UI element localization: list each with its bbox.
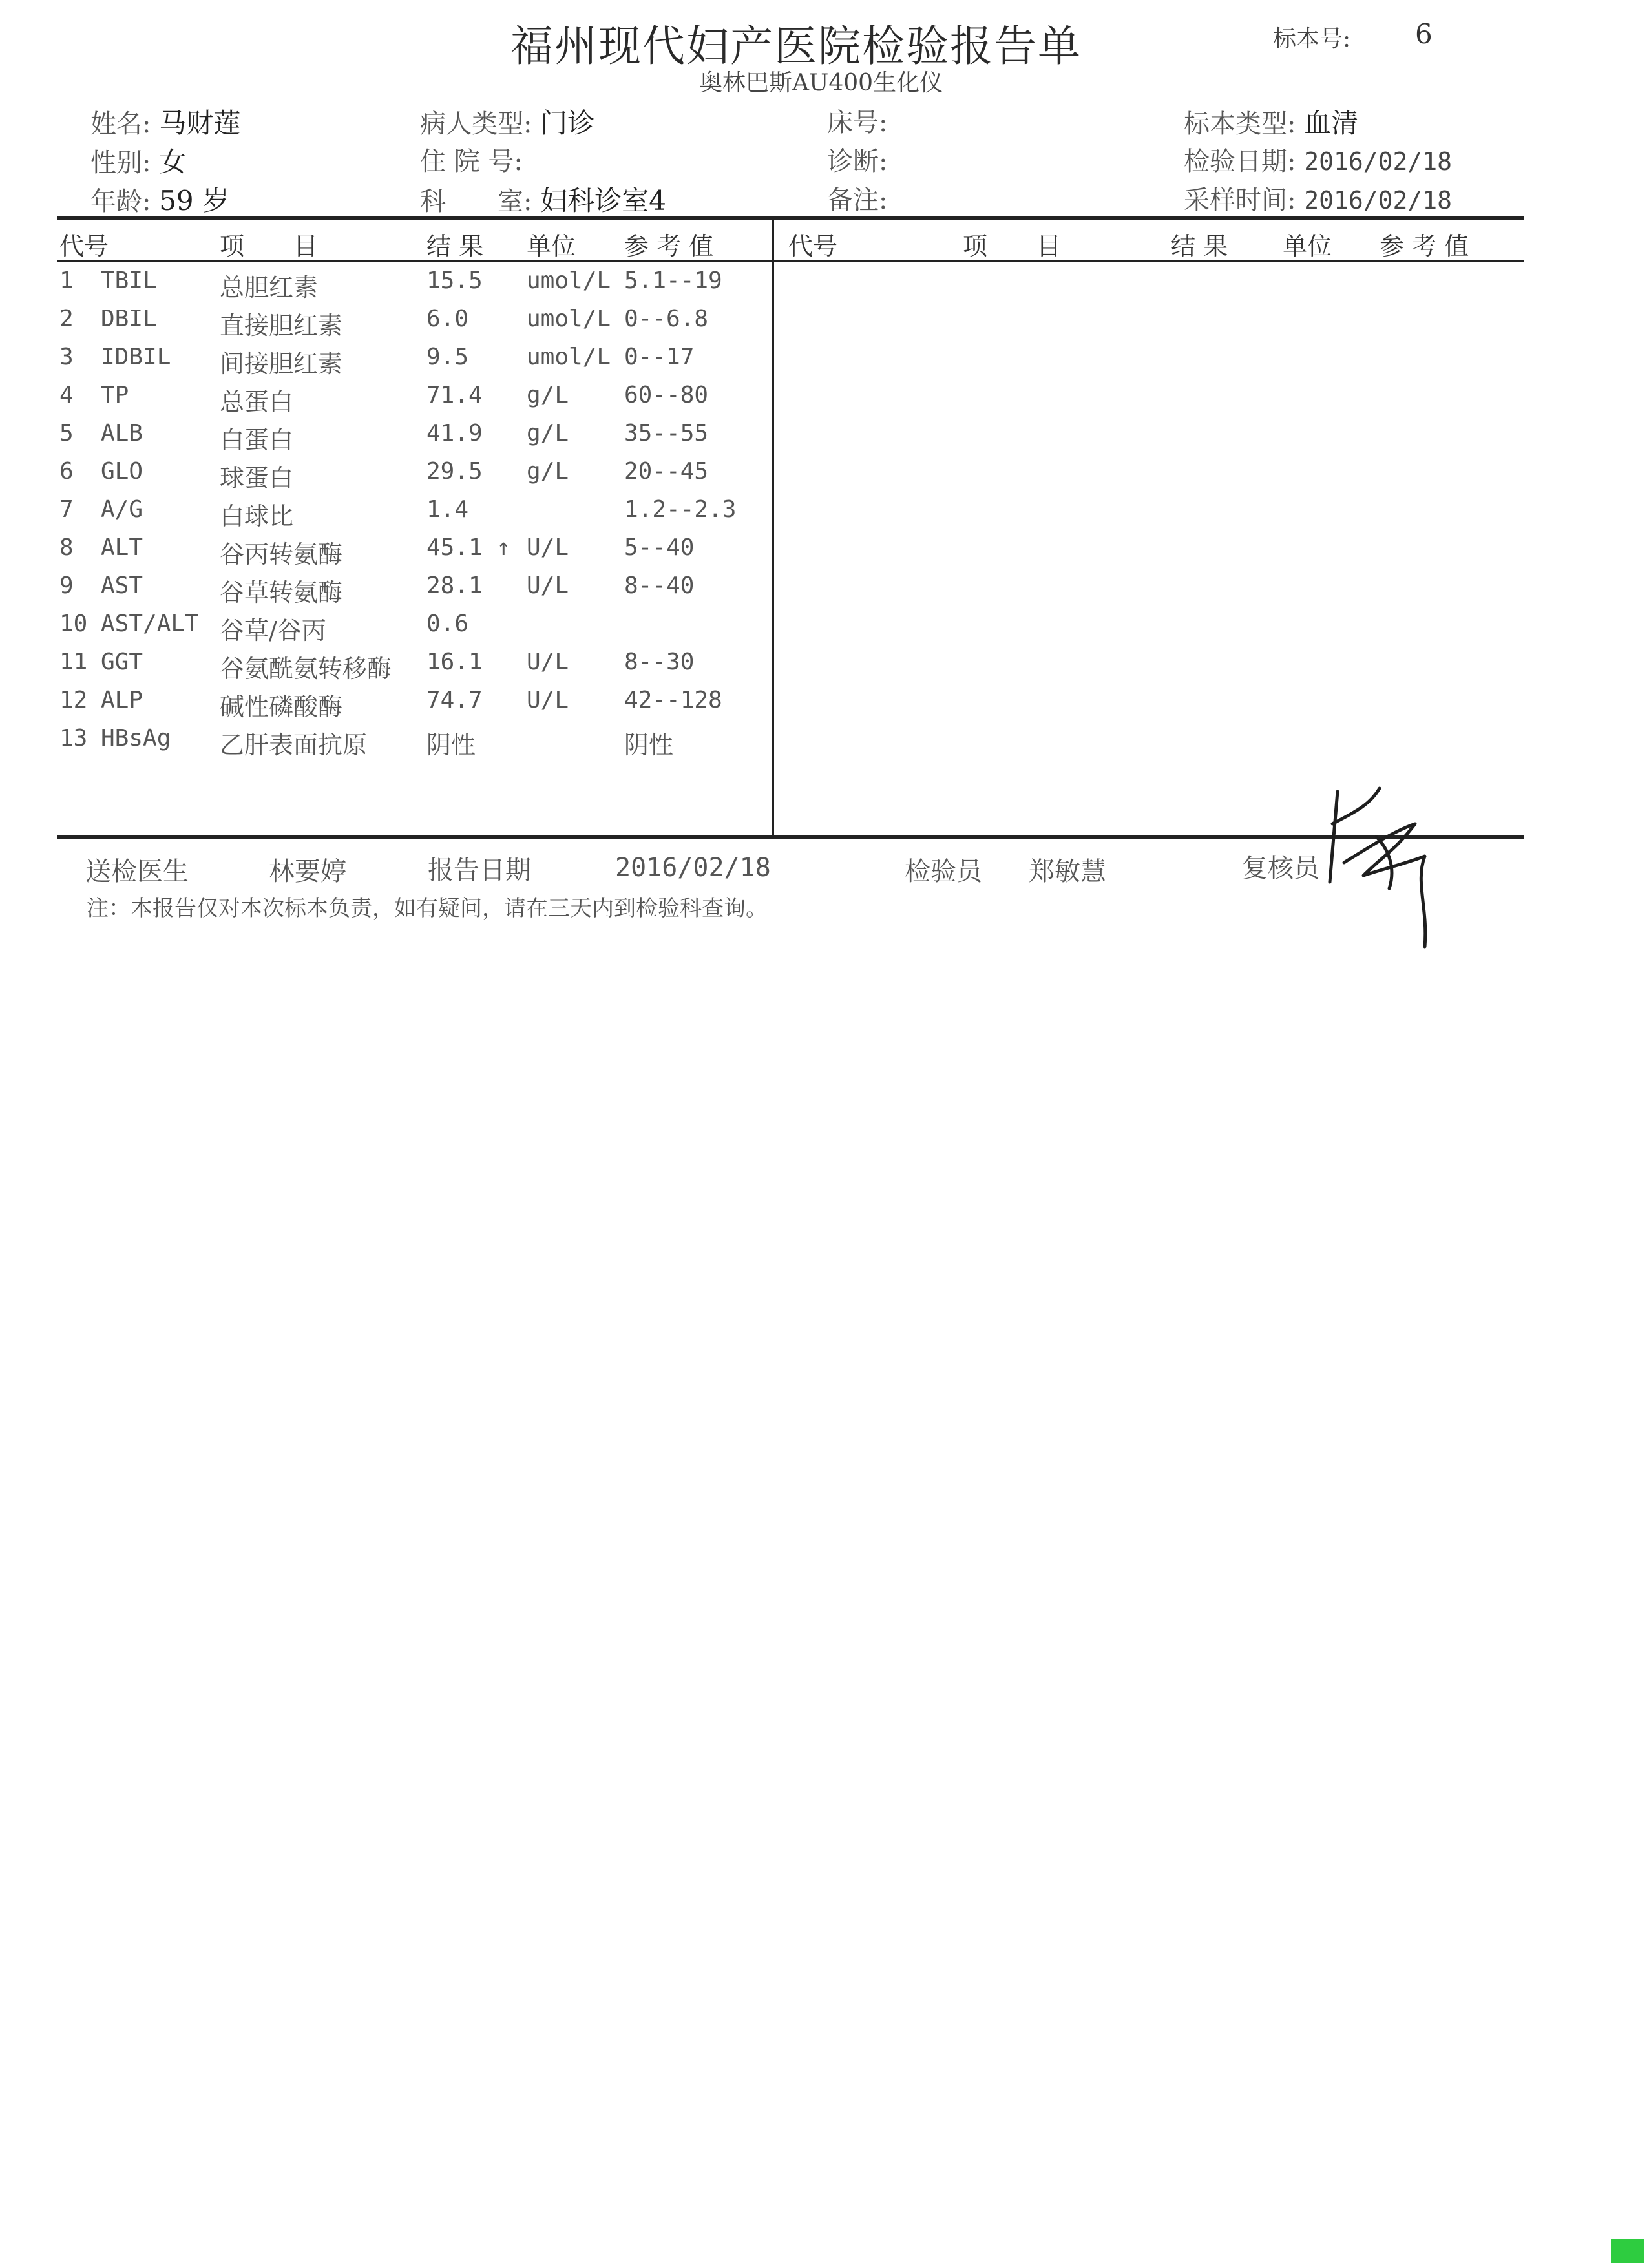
remarks-label: 备注: — [827, 185, 888, 215]
department-label: 科 室: — [420, 187, 532, 216]
row-unit: umol/L — [527, 344, 611, 370]
row-item: 乙肝表面抗原 — [220, 731, 368, 759]
row-code: AST — [101, 572, 143, 599]
col-header-item: 项 目 — [220, 232, 319, 260]
col-header-reference-right: 参 考 值 — [1380, 232, 1469, 260]
col-header-reference: 参 考 值 — [624, 232, 714, 260]
row-reference: 0--6.8 — [624, 306, 709, 332]
row-code: ALT — [101, 534, 143, 561]
row-result: 0.6 — [426, 611, 469, 637]
doctor-label: 送检医生 — [85, 857, 189, 887]
row-reference: 0--17 — [624, 344, 695, 370]
row-code: TP — [101, 382, 129, 408]
row-unit: U/L — [527, 649, 569, 675]
patient-sex: 女 — [159, 146, 187, 178]
patient-age-label: 年龄: — [90, 187, 151, 216]
row-no: 10 — [59, 611, 88, 637]
row-code: AST/ALT — [101, 611, 199, 637]
row-result: 71.4 — [426, 382, 483, 408]
row-no: 8 — [59, 534, 74, 561]
row-reference: 42--128 — [624, 687, 722, 713]
col-header-code-right: 代号 — [788, 232, 838, 260]
row-no: 11 — [59, 649, 88, 675]
row-code: IDBIL — [101, 344, 171, 370]
col-header-result: 结 果 — [426, 232, 484, 260]
col-header-item-right: 项 目 — [963, 232, 1062, 260]
row-no: 12 — [59, 687, 88, 713]
instrument-name: 奥林巴斯AU400生化仪 — [699, 70, 943, 96]
inpatient-no-label: 住 院 号: — [420, 147, 523, 176]
row-unit: U/L — [527, 687, 569, 713]
row-item: 直接胆红素 — [220, 311, 343, 340]
tester-name: 郑敏慧 — [1029, 857, 1106, 887]
col-header-result-right: 结 果 — [1171, 232, 1228, 260]
row-item: 谷草/谷丙 — [220, 616, 326, 645]
row-item: 间接胆红素 — [220, 350, 343, 378]
row-result: 28.1 — [426, 572, 483, 599]
row-code: ALB — [101, 420, 143, 446]
specimen-type: 血清 — [1304, 107, 1359, 139]
row-no: 6 — [59, 458, 74, 485]
row-no: 1 — [59, 268, 74, 294]
sample-time-label: 采样时间: — [1184, 185, 1296, 215]
patient-age-field — [90, 180, 229, 218]
row-no: 3 — [59, 344, 74, 370]
department-field — [420, 180, 666, 218]
row-item: 谷氨酰氨转移酶 — [220, 655, 392, 683]
test-date-label: 检验日期: — [1184, 147, 1296, 176]
patient-name-label: 姓名: — [90, 109, 151, 139]
row-no: 2 — [59, 306, 74, 332]
disclaimer-note: 注：本报告仅对本次标本负责，如有疑问，请在三天内到检验科查询。 — [87, 896, 768, 921]
col-header-code: 代号 — [59, 232, 109, 260]
reviewer-signature — [1318, 785, 1460, 960]
bed-label: 床号: — [827, 108, 888, 138]
row-code: ALP — [101, 687, 143, 713]
table-center-divider — [772, 216, 774, 835]
row-unit: g/L — [527, 420, 569, 446]
row-unit: umol/L — [527, 268, 611, 294]
specimen-no-value: 6 — [1415, 18, 1433, 50]
reviewer-label: 复核员 — [1242, 854, 1319, 883]
row-reference: 阴性 — [624, 731, 674, 759]
row-result: 15.5 — [426, 268, 483, 294]
row-item: 碱性磷酸酶 — [220, 693, 343, 721]
specimen-no-label: 标本号: — [1273, 26, 1351, 52]
diagnosis-field — [827, 141, 887, 178]
report-date: 2016/02/18 — [615, 853, 771, 883]
patient-type-label: 病人类型: — [420, 109, 532, 139]
row-no: 9 — [59, 572, 74, 599]
col-header-unit-right: 单位 — [1283, 232, 1332, 260]
row-reference: 20--45 — [624, 458, 709, 485]
col-header-unit: 单位 — [527, 232, 576, 260]
specimen-type-label: 标本类型: — [1184, 109, 1296, 139]
tester-label: 检验员 — [905, 857, 982, 887]
row-unit: umol/L — [527, 306, 611, 332]
row-code: TBIL — [101, 268, 157, 294]
department: 妇科诊室4 — [540, 185, 666, 216]
table-top-rule — [57, 216, 1524, 220]
row-reference: 5.1--19 — [624, 268, 722, 294]
row-code: DBIL — [101, 306, 157, 332]
patient-type: 门诊 — [540, 107, 595, 139]
row-code: HBsAg — [101, 725, 171, 751]
row-no: 13 — [59, 725, 88, 751]
row-result: 29.5 — [426, 458, 483, 485]
row-no: 4 — [59, 382, 74, 408]
report-date-label: 报告日期 — [428, 856, 531, 885]
row-reference: 60--80 — [624, 382, 709, 408]
row-reference: 8--30 — [624, 649, 695, 675]
row-unit: g/L — [527, 382, 569, 408]
row-item: 白球比 — [220, 502, 294, 530]
sample-time: 2016/02/18 — [1304, 186, 1452, 215]
row-result: 16.1 — [426, 649, 483, 675]
row-no: 5 — [59, 420, 74, 446]
row-result: 阴性 — [426, 731, 476, 759]
row-code: GLO — [101, 458, 143, 485]
row-result: 45.1 ↑ — [426, 534, 511, 561]
bed-field — [827, 102, 887, 139]
row-code: A/G — [101, 496, 143, 523]
patient-sex-field — [90, 141, 186, 180]
row-unit: U/L — [527, 534, 569, 561]
row-result: 9.5 — [426, 344, 469, 370]
table-bottom-rule — [57, 835, 1524, 839]
row-result: 41.9 — [426, 420, 483, 446]
row-reference: 8--40 — [624, 572, 695, 599]
specimen-type-field — [1184, 102, 1358, 141]
doctor-name: 林要婷 — [269, 857, 346, 887]
patient-sex-label: 性别: — [90, 148, 151, 178]
sample-time-field — [1184, 180, 1452, 216]
row-item: 谷草转氨酶 — [220, 578, 343, 607]
row-item: 球蛋白 — [220, 464, 294, 492]
row-result: 6.0 — [426, 306, 469, 332]
row-item: 总胆红素 — [220, 273, 319, 302]
report-title: 福州现代妇产医院检验报告单 — [510, 21, 1082, 71]
remarks-field — [827, 180, 887, 216]
test-date: 2016/02/18 — [1304, 147, 1452, 176]
patient-age: 59 岁 — [159, 185, 229, 216]
row-item: 总蛋白 — [220, 388, 294, 416]
row-unit: g/L — [527, 458, 569, 485]
row-reference: 35--55 — [624, 420, 709, 446]
row-no: 7 — [59, 496, 74, 523]
row-code: GGT — [101, 649, 143, 675]
row-item: 谷丙转氨酶 — [220, 540, 343, 569]
inpatient-no-field — [420, 141, 523, 178]
row-reference: 1.2--2.3 — [624, 496, 737, 523]
patient-name-field — [90, 102, 240, 141]
row-unit: U/L — [527, 572, 569, 599]
row-reference: 5--40 — [624, 534, 695, 561]
row-result: 1.4 — [426, 496, 469, 523]
row-item: 白蛋白 — [220, 426, 294, 454]
row-result: 74.7 — [426, 687, 483, 713]
patient-type-field — [420, 102, 594, 141]
patient-name: 马财莲 — [159, 107, 241, 139]
corner-stamp — [1611, 2239, 1644, 2263]
test-date-field — [1184, 141, 1452, 178]
diagnosis-label: 诊断: — [827, 147, 888, 176]
